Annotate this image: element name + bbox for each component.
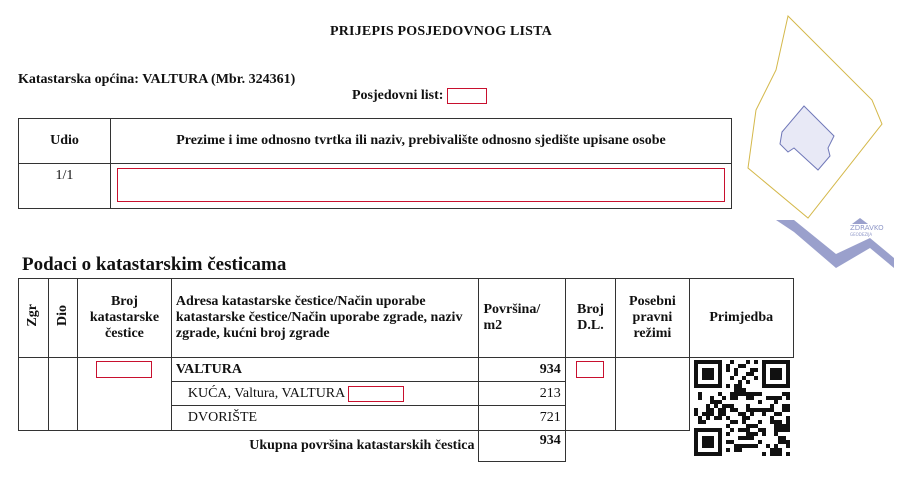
redacted-dl-number: [576, 361, 604, 378]
row-address: VALTURA: [171, 358, 479, 382]
header-parcel-number: Broj katastarske čestice: [78, 279, 172, 358]
header-address: Adresa katastarske čestice/Način uporabe katastarske čestice/Način uporabe zgrade, naziv zgrade, kućni broj zgrade: [171, 279, 479, 358]
parcel-sketch: [742, 14, 892, 220]
row-area: 934: [479, 358, 565, 382]
row-area: 213: [479, 382, 565, 406]
header-dl-number: Broj D.L.: [565, 279, 616, 358]
logo-text: ZDRAVKO: [850, 224, 884, 232]
cell-dl-number: [565, 358, 616, 431]
owners-header-row: [19, 119, 732, 164]
cell-zgr: [19, 358, 49, 431]
cadastral-municipality: Katastarska općina: VALTURA (Mbr. 324361): [18, 72, 296, 87]
parcels-section-title: Podaci o katastarskim česticama: [22, 254, 287, 275]
parcels-header-row: [19, 279, 794, 358]
row-address-text: KUĆA, Valtura, VALTURA: [187, 385, 345, 401]
header-zgr: Zgr: [19, 279, 49, 358]
header-dio: Dio: [48, 279, 78, 358]
logo-subtext: GEODEZIJA: [850, 232, 873, 237]
row-area: 721: [479, 406, 565, 430]
possession-sheet-line: [352, 88, 487, 104]
header-udio: Udio: [19, 119, 111, 164]
redacted-owner-name: [117, 168, 725, 202]
total-row: [19, 430, 794, 461]
owner-share: 1/1: [19, 164, 111, 209]
document-title: PRIJEPIS POSJEDOVNOG LISTA: [330, 24, 552, 39]
owner-row: [19, 164, 732, 209]
header-area: Površina/ m2: [479, 279, 565, 358]
header-remark: Primjedba: [689, 279, 794, 358]
header-legal-regimes: Posebni pravni režimi: [616, 279, 689, 358]
cell-parcel-number: [78, 358, 172, 431]
possession-sheet-label: Posjedovni list:: [352, 88, 444, 103]
redacted-parcel-number: [96, 361, 152, 378]
cell-dio: [48, 358, 78, 431]
total-area-value: 934: [479, 430, 565, 461]
redacted-house-number: [348, 386, 404, 402]
row-address: [171, 382, 479, 406]
company-logo: [774, 218, 894, 270]
qr-code: [694, 360, 790, 456]
owners-table: [18, 118, 732, 209]
redacted-sheet-number: [447, 88, 487, 104]
parcels-table: [18, 278, 794, 462]
row-address: DVORIŠTE: [171, 406, 479, 430]
cell-legal-regimes: [616, 358, 689, 431]
total-area-label: Ukupna površina katastarskih čestica: [249, 437, 475, 453]
parcel-row: [19, 358, 794, 382]
header-owner: Prezime i ime odnosno tvrtka ili naziv, prebivalište odnosno sjedište upisane osobe: [111, 119, 732, 164]
owner-name-cell: [111, 164, 732, 209]
cell-remark: [689, 358, 794, 462]
total-empty: [565, 430, 689, 461]
